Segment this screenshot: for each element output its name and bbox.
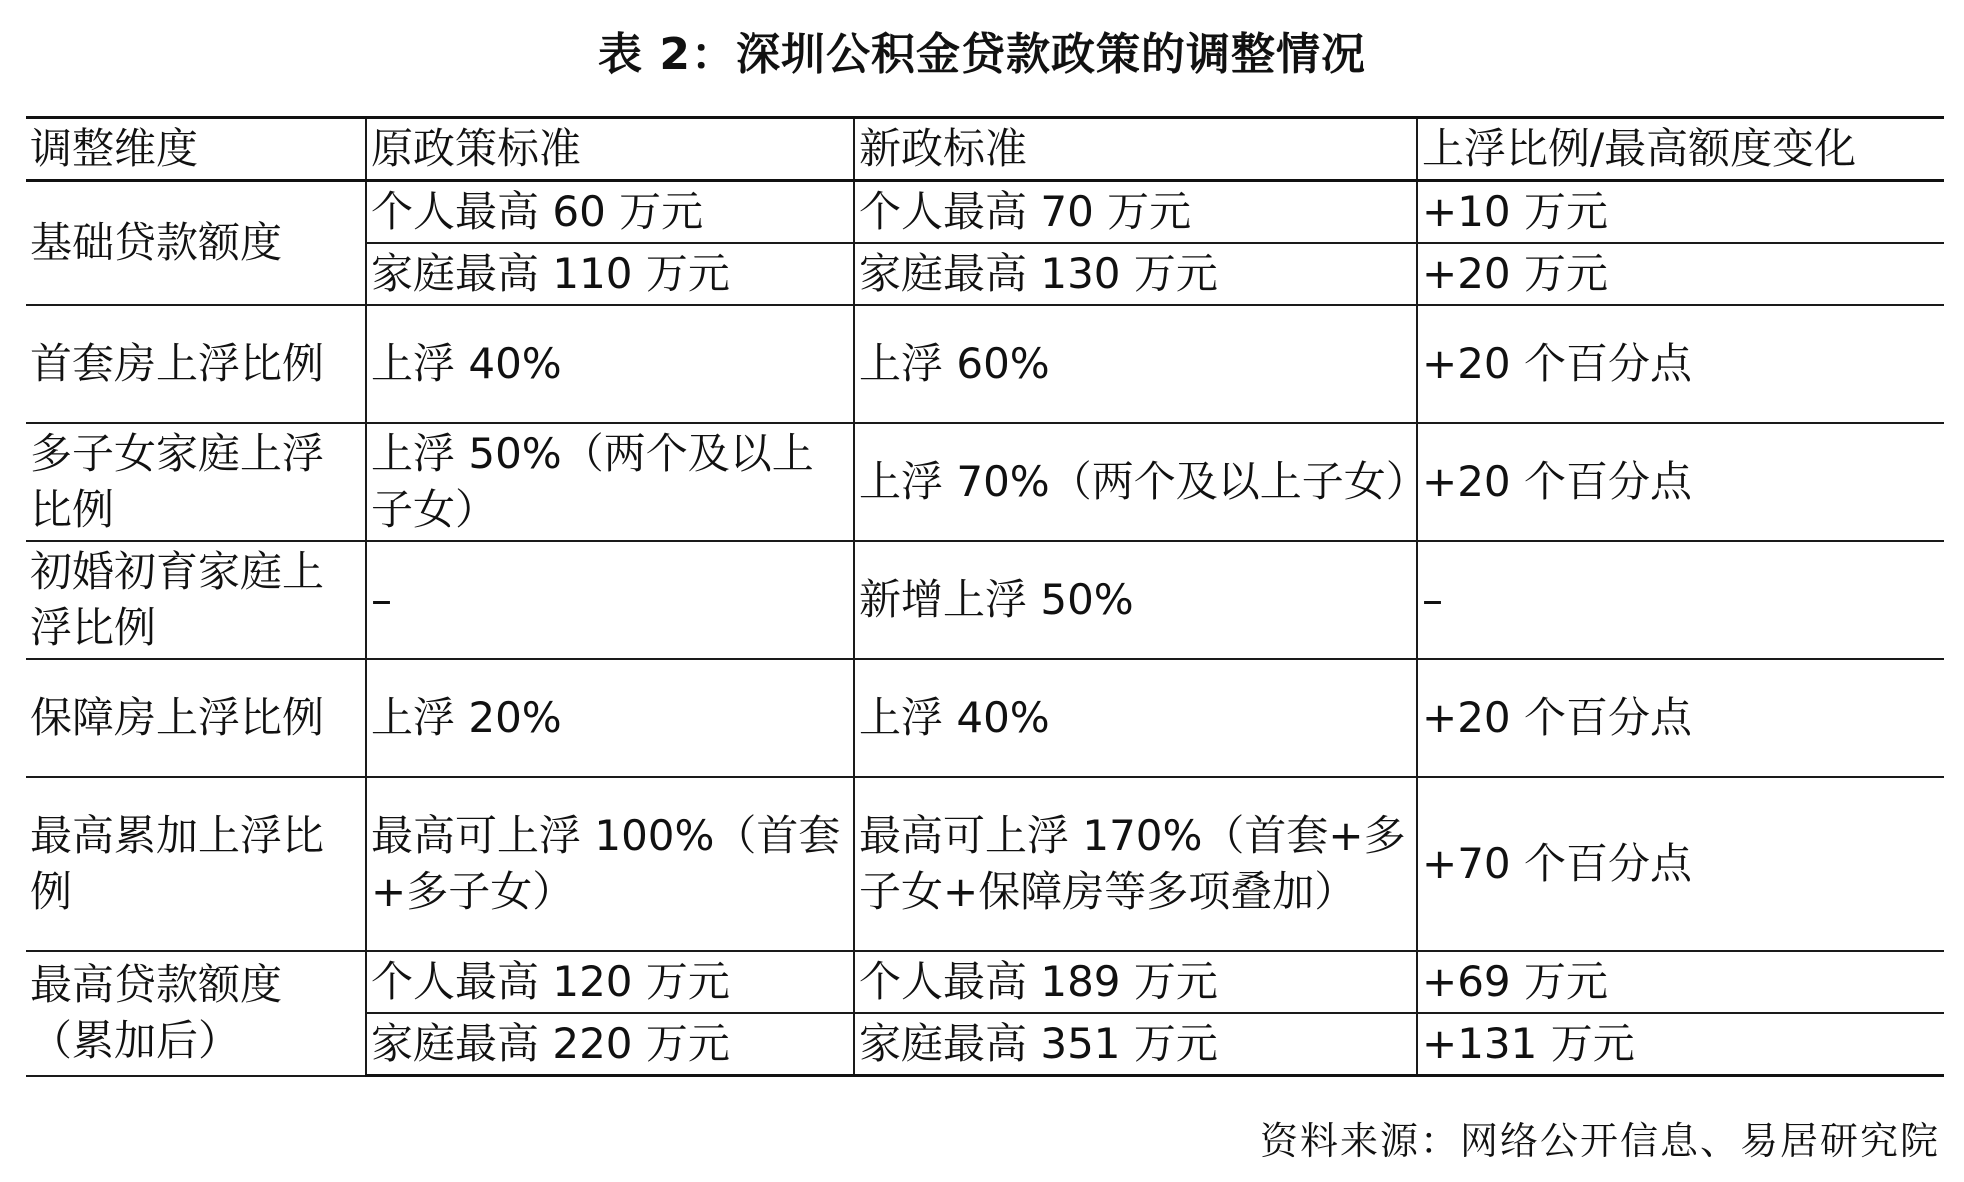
cell-new: 上浮 70%（两个及以上子女） — [854, 423, 1417, 541]
cell-new: 新增上浮 50% — [854, 541, 1417, 659]
table-row — [26, 541, 1944, 659]
cell-change: +20 万元 — [1417, 243, 1944, 305]
cell-change: +70 个百分点 — [1417, 777, 1944, 951]
cell-old: 上浮 20% — [366, 659, 854, 777]
cell-dimension: 保障房上浮比例 — [26, 659, 366, 777]
cell-change: +20 个百分点 — [1417, 305, 1944, 423]
cell-dimension: 最高累加上浮比例 — [26, 777, 366, 951]
cell-old: 个人最高 60 万元 — [366, 181, 854, 244]
header-old-policy: 原政策标准 — [366, 118, 854, 181]
table-row — [26, 951, 1944, 1013]
cell-old: 个人最高 120 万元 — [366, 951, 854, 1013]
table-row — [26, 181, 1944, 244]
cell-old: 上浮 50%（两个及以上子女） — [366, 423, 854, 541]
cell-old: 家庭最高 110 万元 — [366, 243, 854, 305]
cell-change: +69 万元 — [1417, 951, 1944, 1013]
cell-change: +10 万元 — [1417, 181, 1944, 244]
policy-table — [26, 116, 1944, 1077]
table-row — [26, 305, 1944, 423]
table-title: 表 2：深圳公积金贷款政策的调整情况 — [598, 29, 1366, 80]
cell-new: 上浮 60% — [854, 305, 1417, 423]
cell-new: 个人最高 70 万元 — [854, 181, 1417, 244]
cell-change: +20 个百分点 — [1417, 659, 1944, 777]
cell-old: – — [366, 541, 854, 659]
table-row — [26, 423, 1944, 541]
cell-change: +131 万元 — [1417, 1013, 1944, 1076]
cell-new: 家庭最高 130 万元 — [854, 243, 1417, 305]
cell-new: 最高可上浮 170%（首套+多子女+保障房等多项叠加） — [854, 777, 1417, 951]
cell-new: 个人最高 189 万元 — [854, 951, 1417, 1013]
cell-dimension: 多子女家庭上浮比例 — [26, 423, 366, 541]
header-change: 上浮比例/最高额度变化 — [1417, 118, 1944, 181]
cell-old: 上浮 40% — [366, 305, 854, 423]
source-note: 资料来源：网络公开信息、易居研究院 — [1259, 1119, 1940, 1163]
header-new-policy: 新政标准 — [854, 118, 1417, 181]
cell-new: 家庭最高 351 万元 — [854, 1013, 1417, 1076]
cell-dimension: 首套房上浮比例 — [26, 305, 366, 423]
cell-old: 最高可上浮 100%（首套+多子女） — [366, 777, 854, 951]
cell-dimension: 初婚初育家庭上浮比例 — [26, 541, 366, 659]
table-row — [26, 659, 1944, 777]
cell-dimension: 最高贷款额度（累加后） — [26, 951, 366, 1076]
cell-old: 家庭最高 220 万元 — [366, 1013, 854, 1076]
header-dimension: 调整维度 — [26, 118, 366, 181]
cell-dimension: 基础贷款额度 — [26, 181, 366, 306]
header-row — [26, 118, 1944, 181]
cell-change: +20 个百分点 — [1417, 423, 1944, 541]
cell-new: 上浮 40% — [854, 659, 1417, 777]
table-row — [26, 777, 1944, 951]
cell-change: – — [1417, 541, 1944, 659]
